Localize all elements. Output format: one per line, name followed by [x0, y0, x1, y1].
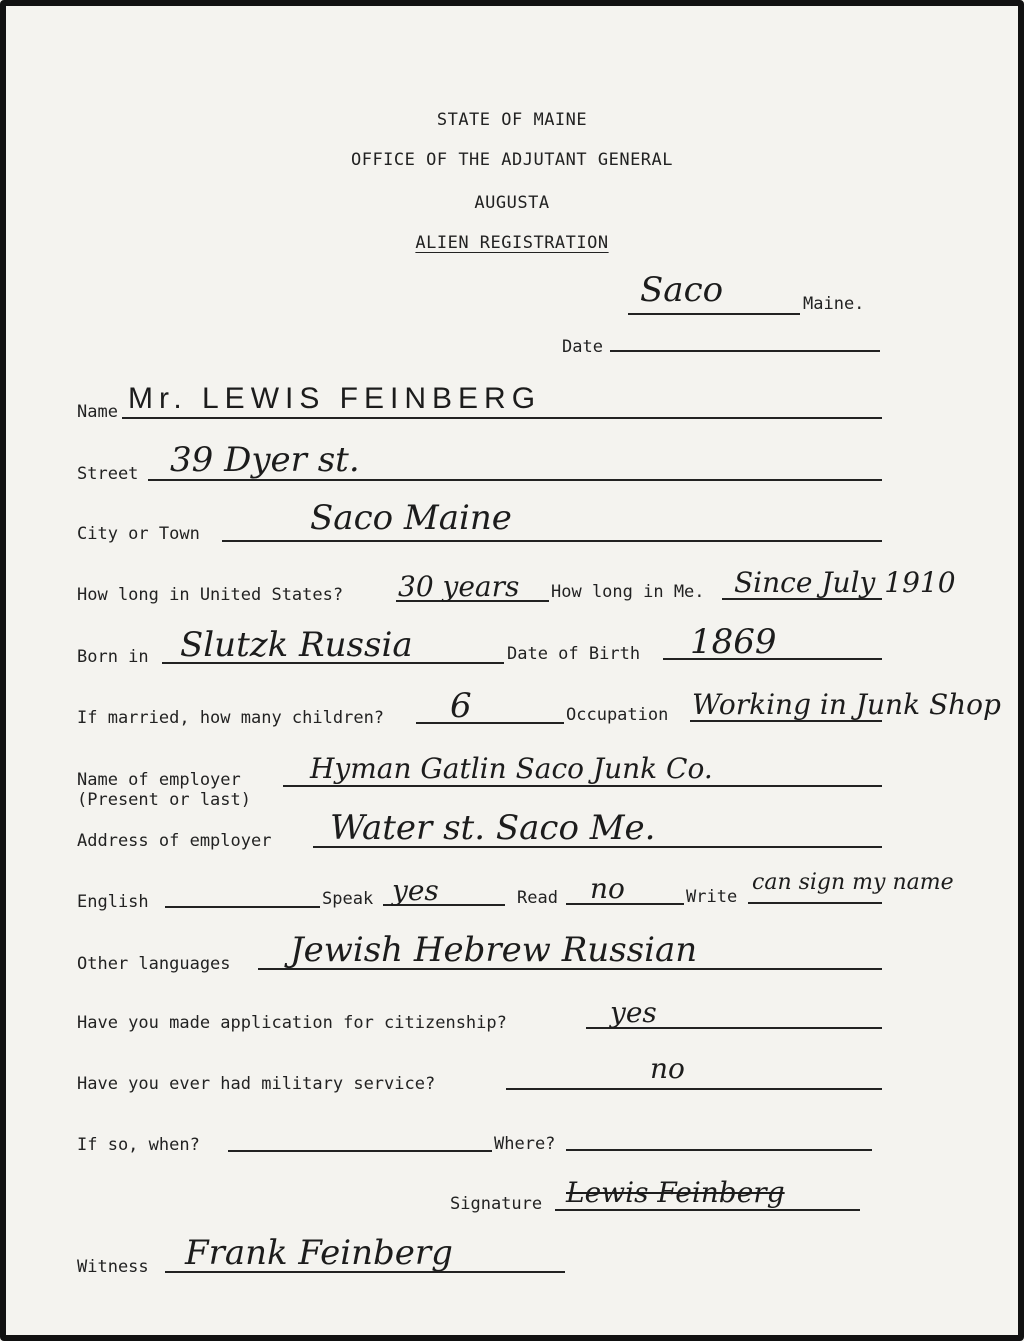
employer-address-label: Address of employer	[77, 831, 272, 851]
witness-value[interactable]: Frank Feinberg	[185, 1233, 453, 1273]
place-label: Maine.	[803, 294, 865, 314]
employer-label-sub: (Present or last)	[77, 790, 251, 810]
header-city: AUGUSTA	[474, 193, 550, 213]
english-line	[165, 906, 320, 908]
military-line	[506, 1088, 882, 1090]
date-line	[610, 350, 880, 352]
city-label: City or Town	[77, 524, 200, 544]
children-line	[416, 722, 564, 724]
signature-line	[555, 1209, 860, 1211]
born-in-label: Born in	[77, 647, 149, 667]
employer-line	[283, 785, 882, 787]
where-label: Where?	[494, 1134, 556, 1154]
when-line	[228, 1150, 492, 1152]
born-in-value[interactable]: Slutzk Russia	[180, 625, 413, 665]
us-duration-value[interactable]: 30 years	[398, 570, 520, 603]
read-label: Read	[517, 888, 558, 908]
employer-label: Name of employer	[77, 770, 241, 790]
form-title: ALIEN REGISTRATION	[415, 233, 609, 253]
signature-label: Signature	[450, 1194, 543, 1214]
name-value[interactable]: Mr. LEWIS FEINBERG	[128, 382, 542, 415]
occupation-value[interactable]: Working in Junk Shop	[692, 688, 1001, 721]
write-line	[748, 902, 882, 904]
us-duration-label: How long in United States?	[77, 585, 344, 605]
date-label: Date	[562, 337, 603, 357]
street-label: Street	[77, 464, 139, 484]
write-value[interactable]: can sign my name	[752, 870, 954, 895]
birth-date-value[interactable]: 1869	[690, 622, 777, 662]
header-state: STATE OF MAINE	[436, 110, 588, 130]
me-duration-label: How long in Me.	[551, 582, 705, 602]
city-value[interactable]: Saco Maine	[310, 498, 512, 538]
place-value[interactable]: Saco	[640, 270, 724, 310]
other-languages-label: Other languages	[77, 954, 231, 974]
city-line	[222, 540, 882, 542]
english-label: English	[77, 892, 149, 912]
write-label: Write	[686, 887, 738, 907]
me-duration-value[interactable]: Since July 1910	[734, 566, 956, 599]
employer-value[interactable]: Hyman Gatlin Saco Junk Co.	[310, 752, 713, 785]
speak-value[interactable]: yes	[392, 874, 439, 907]
street-value[interactable]: 39 Dyer st.	[170, 440, 360, 480]
citizenship-label: Have you made application for citizenship?	[77, 1013, 507, 1033]
military-label: Have you ever had military service?	[77, 1074, 436, 1094]
other-languages-value[interactable]: Jewish Hebrew Russian	[290, 930, 698, 970]
speak-label: Speak	[322, 889, 374, 909]
name-line	[122, 417, 882, 419]
place-line	[628, 313, 800, 315]
header-office: OFFICE OF THE ADJUTANT GENERAL	[350, 150, 674, 170]
read-value[interactable]: no	[590, 872, 625, 905]
occupation-label: Occupation	[566, 705, 669, 725]
witness-label: Witness	[77, 1257, 149, 1277]
signature-value[interactable]: Lewis Feinberg	[566, 1176, 785, 1209]
where-line	[566, 1149, 872, 1151]
employer-address-value[interactable]: Water st. Saco Me.	[330, 808, 656, 848]
children-value[interactable]: 6	[450, 686, 472, 726]
children-label: If married, how many children?	[77, 708, 385, 728]
birth-date-label: Date of Birth	[507, 644, 641, 664]
read-line	[566, 903, 684, 905]
citizenship-value[interactable]: yes	[610, 996, 657, 1029]
when-label: If so, when?	[77, 1135, 200, 1155]
military-value[interactable]: no	[650, 1052, 685, 1085]
name-label: Name	[77, 402, 118, 422]
